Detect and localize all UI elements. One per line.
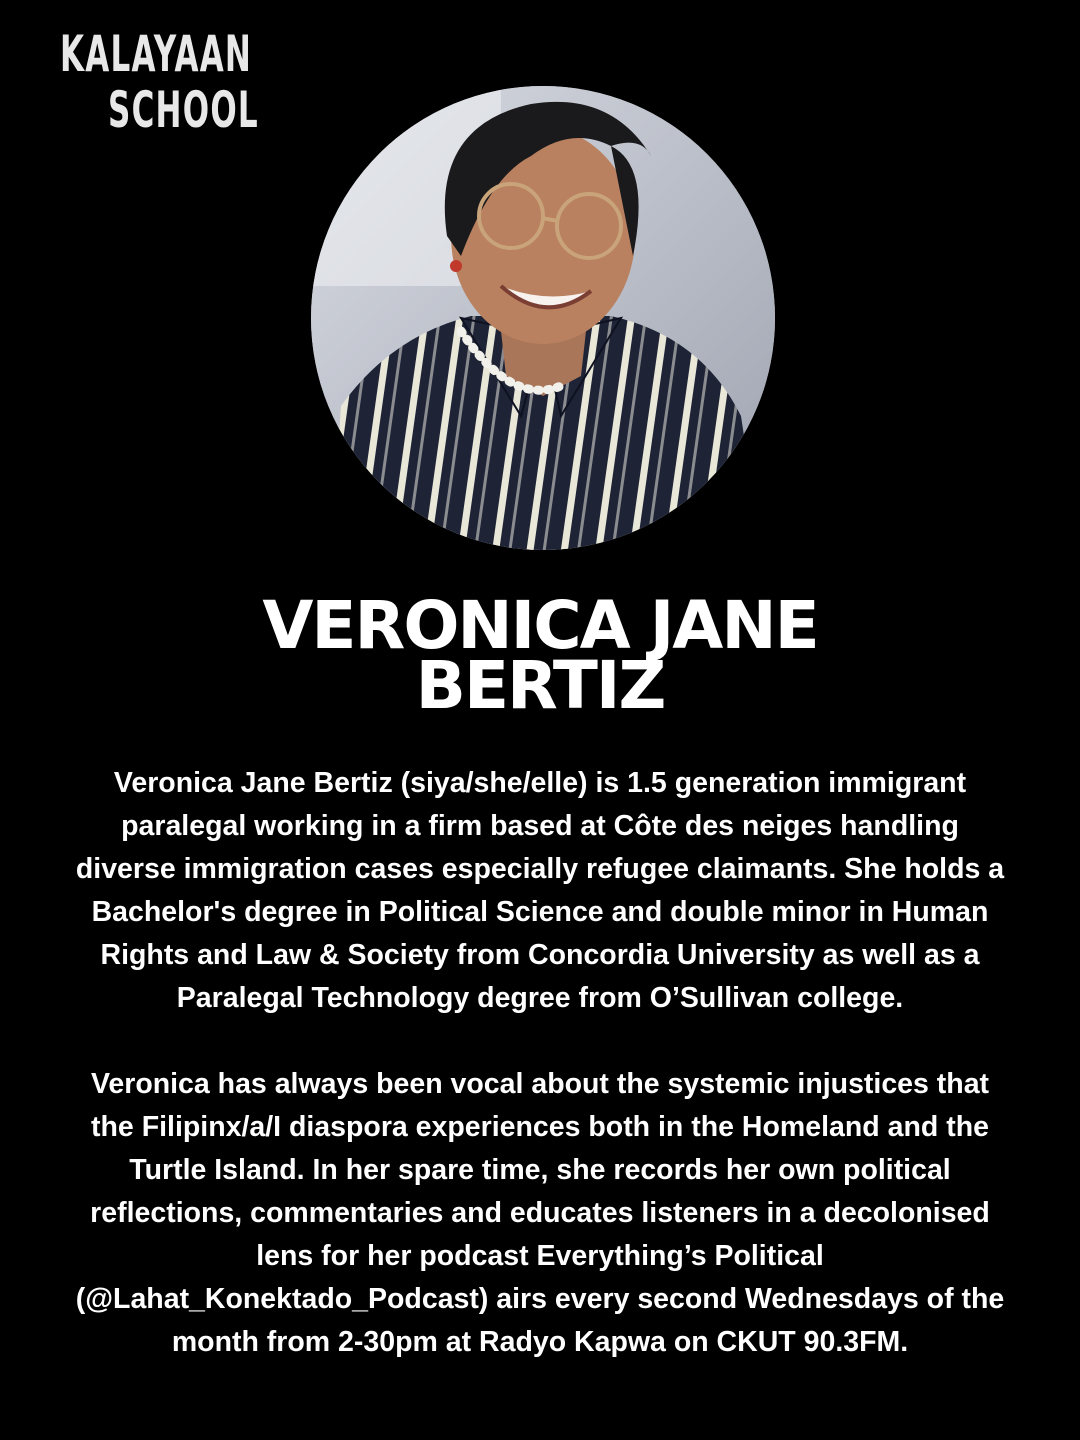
- bio-paragraph-2: Veronica has always been vocal about the systemic injustices that the Filipinx/a/I diaspora experiences both in the Homeland and the Turtle Island. In her spare time, she records her own political reflections, commentaries and educates listeners in a decolonised lens for her podcast Everything’s Political (@Lahat_Konektado_Podcast) airs every second Wednesdays of the month from 2-30pm at Radyo Kapwa on CKUT 90.3FM.: [75, 1068, 1005, 1358]
- logo-line-2: SCHOOL: [108, 81, 259, 139]
- profile-photo: [311, 86, 775, 550]
- brand-logo: [60, 26, 330, 138]
- speaker-name-line-2: BERTIZ: [415, 647, 665, 724]
- logo-line-1: KALAYAAN: [60, 25, 253, 83]
- speaker-name: [0, 587, 1080, 724]
- speaker-bio: [70, 762, 1010, 1364]
- speaker-name-line-1: VERONICA JANE: [262, 587, 818, 664]
- bio-paragraph-1: Veronica Jane Bertiz (siya/she/elle) is 1.5 generation immigrant paralegal working in a firm based at Côte des neiges handling diverse immigration cases especially refugee claimants. She holds a Bachelor's degree in Political Science and double minor in Human Rights and Law & Society from Concordia University as well as a Paralegal Technology degree from O’Sullivan college.: [75, 767, 1005, 1014]
